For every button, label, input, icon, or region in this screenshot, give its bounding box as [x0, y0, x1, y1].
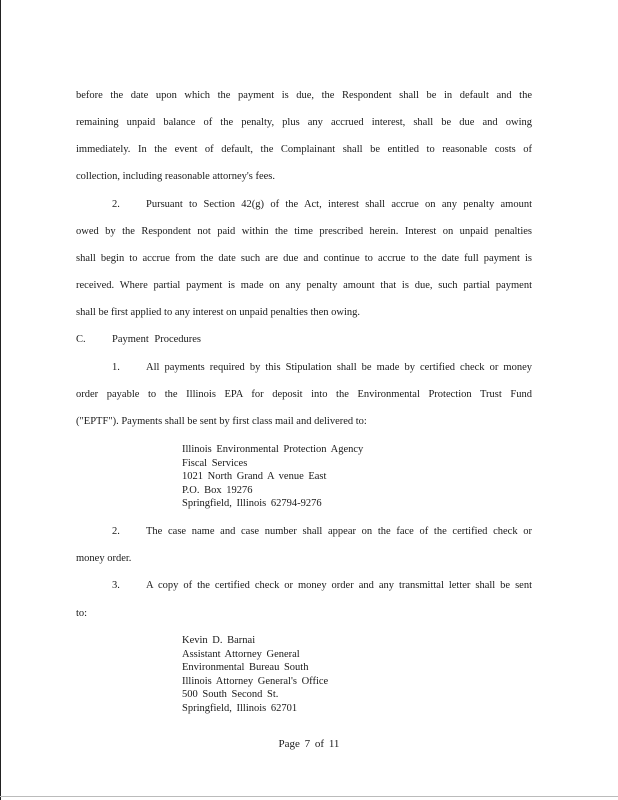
item1-first-line: All payments required by this Stipulation shall be made by certified check or money — [146, 362, 532, 373]
address-line: P.O. Box 19276 — [182, 484, 253, 496]
address-line: Kevin D. Barnai — [182, 635, 256, 646]
para2-line: shall be first applied to any interest on unpaid penalties then owing. — [76, 307, 361, 318]
address-line: 500 South Second St. — [182, 689, 279, 700]
address-line: Assistant Attorney General — [182, 648, 300, 660]
para2-line: owed by the Respondent not paid within the time prescribed herein. Interest on unpaid penalties — [76, 226, 532, 237]
address-block-ag — [182, 634, 328, 715]
item1-line: order payable to the Illinois EPA for deposit into the Environmental Protection Trust Fund — [76, 389, 532, 400]
item3-line: to: — [76, 608, 88, 619]
item3-first-line: A copy of the certified check or money order and any transmittal letter shall be sent — [146, 580, 532, 591]
address-line: Springfield, Illinois 62794-9276 — [182, 498, 322, 509]
para1-line: collection, including reasonable attorney's fees. — [76, 171, 275, 182]
para2-first-line: Pursuant to Section 42(g) of the Act, interest shall accrue on any penalty amount — [146, 199, 532, 210]
address-line: Fiscal Services — [182, 457, 248, 469]
para2-number: 2. — [112, 199, 120, 210]
page-number: Page 7 of 11 — [278, 738, 340, 750]
item1-line: ("EPTF"). Payments shall be sent by first class mail and delivered to: — [76, 416, 367, 427]
para2-line: received. Where partial payment is made on any penalty amount that is due, such partial payment — [76, 280, 532, 291]
para1-line: remaining unpaid balance of the penalty, plus any accrued interest, shall be due and owing — [76, 117, 532, 128]
section-c-title: Payment Procedures — [112, 334, 202, 345]
item3-number: 3. — [112, 580, 120, 591]
para2-line: shall begin to accrue from the date such are due and continue to accrue to the date full payment is — [76, 253, 532, 264]
para1-line: immediately. In the event of default, the Complainant shall be entitled to reasonable costs of — [76, 144, 532, 155]
page-left-edge — [0, 0, 1, 800]
address-line: Environmental Bureau South — [182, 662, 309, 673]
section-c-letter: C. — [76, 334, 86, 345]
address-line: 1021 North Grand A venue East — [182, 471, 327, 482]
address-block-epa — [182, 443, 363, 511]
item2-first-line: The case name and case number shall appear on the face of the certified check or — [146, 526, 532, 537]
address-line: Illinois Attorney General's Office — [182, 675, 329, 687]
item2-number: 2. — [112, 526, 120, 537]
address-line: Springfield, Illinois 62701 — [182, 702, 298, 714]
item2-line: money order. — [76, 553, 132, 564]
para1-line: before the date upon which the payment is due, the Respondent shall be in default and the — [76, 90, 532, 101]
item1-number: 1. — [112, 362, 120, 373]
address-line: Illinois Environmental Protection Agency — [182, 444, 364, 455]
page-bottom-edge — [0, 796, 618, 797]
